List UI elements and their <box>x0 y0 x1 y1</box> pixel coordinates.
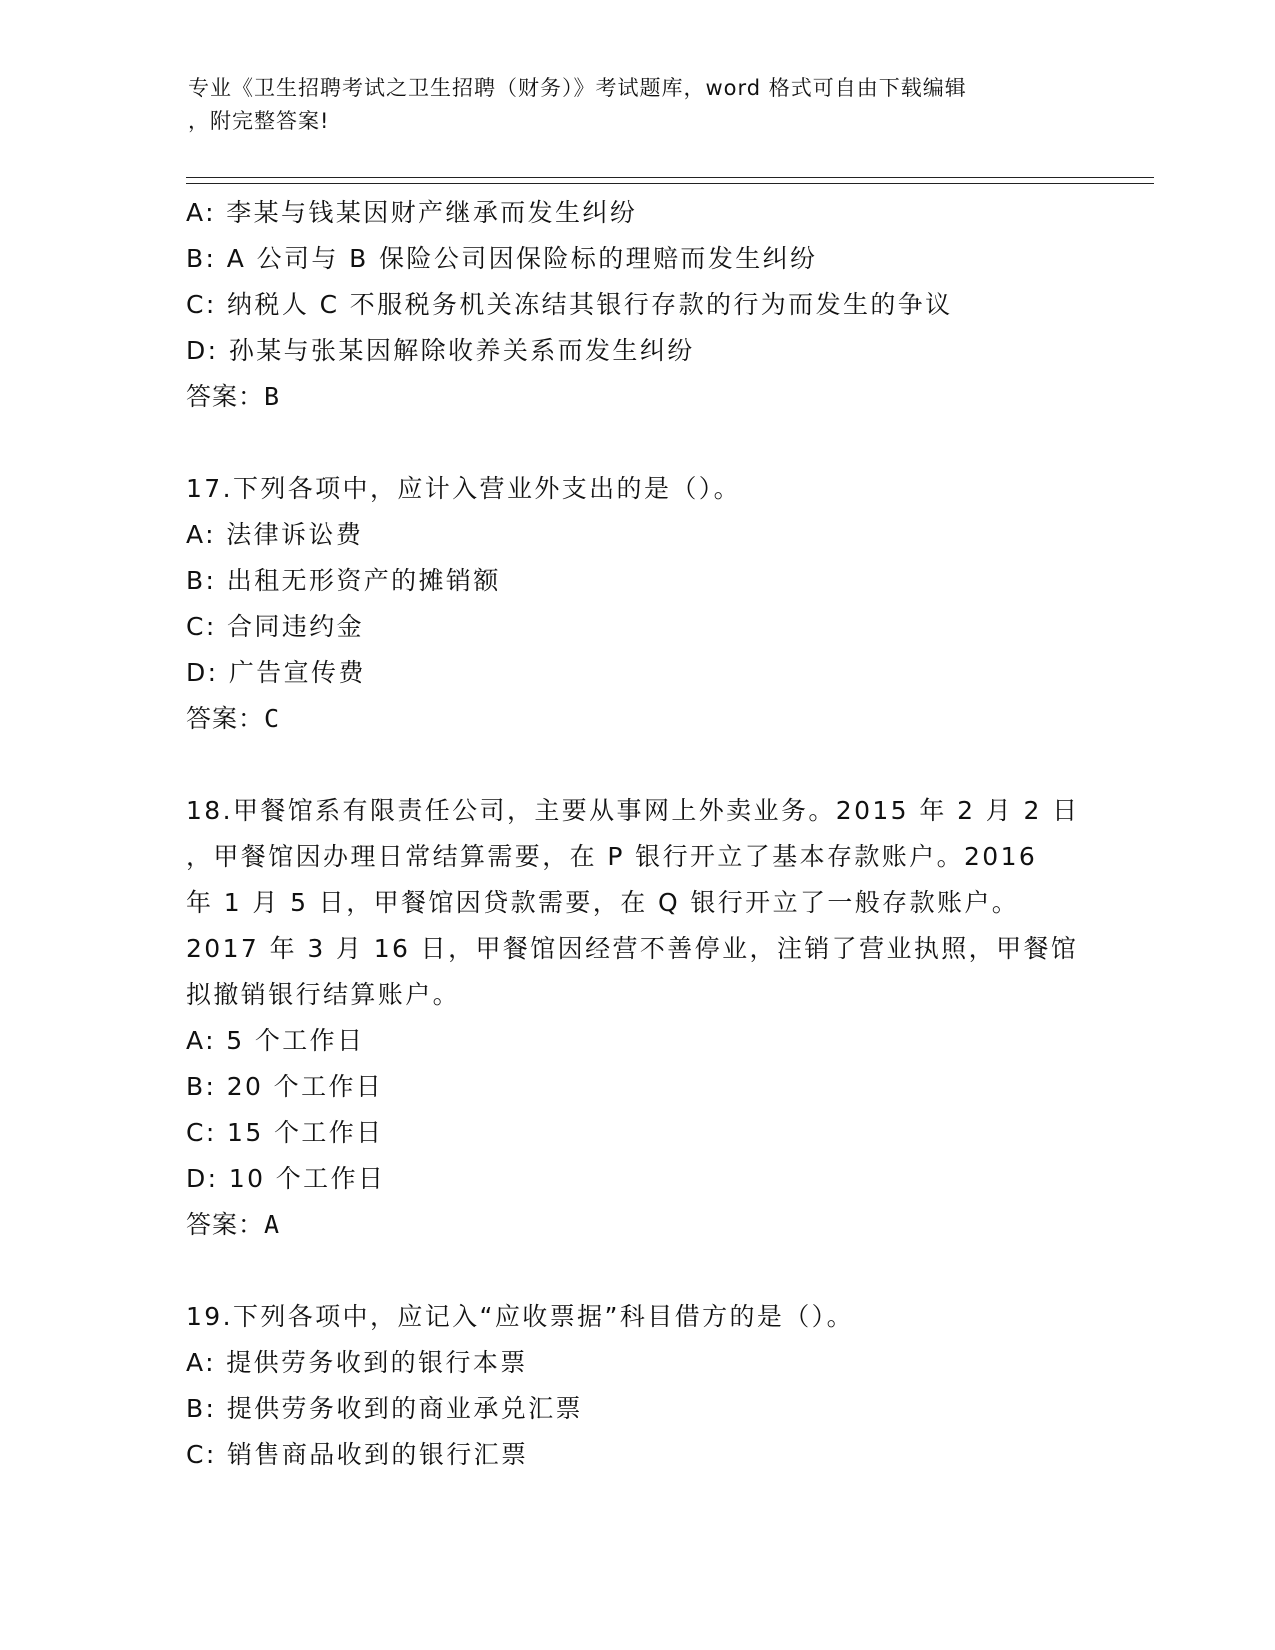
option-d: D: 广告宣传费 <box>186 658 366 687</box>
option-c: C: 15 个工作日 <box>186 1118 384 1147</box>
question-16 <box>186 190 1126 420</box>
question-17 <box>186 466 1126 742</box>
option-c: C: 销售商品收到的银行汇票 <box>186 1440 529 1469</box>
option-b: B: 出租无形资产的摊销额 <box>186 566 501 595</box>
header-line-2: ，附完整答案! <box>188 109 330 133</box>
question-stem: 17.下列各项中，应计入营业外支出的是（）。 <box>186 474 742 503</box>
question-stem-line-1: 18.甲餐馆系有限责任公司，主要从事网上外卖业务。2015 年 2 月 2 日 <box>186 796 1080 825</box>
question-list <box>186 190 1126 1478</box>
option-a: A: 李某与钱某因财产继承而发生纠纷 <box>186 198 638 227</box>
option-a: A: 法律诉讼费 <box>186 520 364 549</box>
answer-label: 答案： <box>186 704 265 733</box>
question-stem-line-3: 年 1 月 5 日，甲餐馆因贷款需要，在 Q 银行开立了一般存款账户。 <box>186 888 1020 917</box>
option-a: A: 提供劳务收到的银行本票 <box>186 1348 528 1377</box>
answer-line <box>186 696 1126 742</box>
answer-label: 答案： <box>186 382 265 411</box>
answer-value: B <box>264 382 281 411</box>
answer-value: C <box>264 704 281 733</box>
question-stem-line-2: ，甲餐馆因办理日常结算需要，在 P 银行开立了基本存款账户。2016 <box>186 842 1038 871</box>
answer-label: 答案： <box>186 1210 265 1239</box>
question-stem: 19.下列各项中，应记入“应收票据”科目借方的是（）。 <box>186 1302 854 1331</box>
option-c: C: 合同违约金 <box>186 612 365 641</box>
header-line-1: 专业《卫生招聘考试之卫生招聘（财务）》考试题库，word 格式可自由下载编辑 <box>188 76 967 100</box>
option-d: D: 10 个工作日 <box>186 1164 386 1193</box>
option-b: B: 提供劳务收到的商业承兑汇票 <box>186 1394 583 1423</box>
option-b: B: A 公司与 B 保险公司因保险标的理赔而发生纠纷 <box>186 244 818 273</box>
header-divider-bottom <box>186 183 1154 184</box>
answer-line <box>186 1202 1126 1248</box>
question-stem-line-4: 2017 年 3 月 16 日，甲餐馆因经营不善停业，注销了营业执照，甲餐馆 <box>186 934 1079 963</box>
option-b: B: 20 个工作日 <box>186 1072 384 1101</box>
question-19 <box>186 1294 1126 1478</box>
document-header <box>188 72 1068 138</box>
option-d: D: 孙某与张某因解除收养关系而发生纠纷 <box>186 336 695 365</box>
question-stem-line-5: 拟撤销银行结算账户。 <box>186 980 461 1009</box>
option-a: A: 5 个工作日 <box>186 1026 365 1055</box>
question-18 <box>186 788 1126 1248</box>
answer-line <box>186 374 1126 420</box>
option-c: C: 纳税人 C 不服税务机关冻结其银行存款的行为而发生的争议 <box>186 290 953 319</box>
answer-value: A <box>264 1210 281 1239</box>
header-divider-top <box>186 177 1154 178</box>
